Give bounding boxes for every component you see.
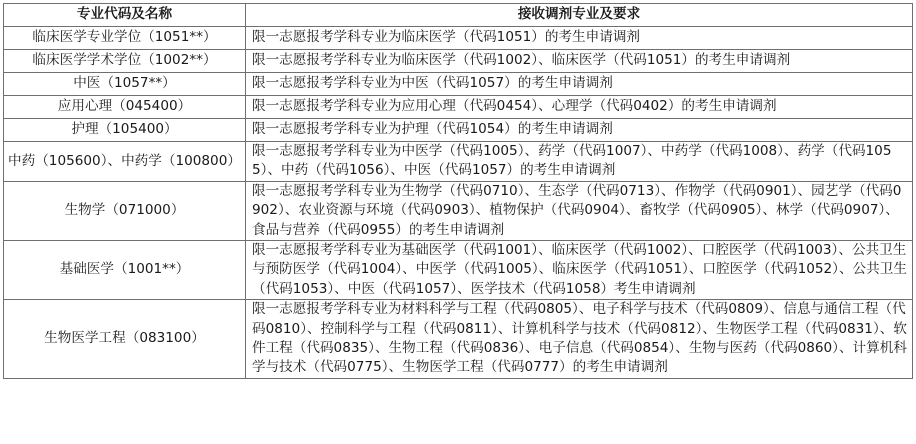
requirement-cell: 限一志愿报考学科专业为临床医学（代码1002）、临床医学（代码1051）的考生申请调剂 xyxy=(246,50,913,73)
requirement-cell: 限一志愿报考学科专业为生物学（代码0710）、生态学（代码0713）、作物学（代码0901）、园艺学（代码0902）、农业资源与环境（代码0903）、植物保护（代码0904）、畜牧学（代码0905）、林学（代码0907）、食品与营养（代码0955）的考生申请调剂 xyxy=(246,181,913,240)
requirement-cell: 限一志愿报考学科专业为中医（代码1057）的考生申请调剂 xyxy=(246,73,913,96)
header-row xyxy=(4,4,913,27)
major-name-cell: 生物医学工程（083100） xyxy=(4,300,246,379)
table-row xyxy=(4,142,913,182)
major-name-cell: 基础医学（1001**） xyxy=(4,241,246,300)
requirement-cell: 限一志愿报考学科专业为基础医学（代码1001）、临床医学（代码1002）、口腔医学（代码1003）、公共卫生与预防医学（代码1004）、中医学（代码1005）、临床医学（代码1051）、口腔医学（代码1052）、公共卫生（代码1053）、中医（代码1057）、医学技术（代码1058）考生申请调剂 xyxy=(246,241,913,300)
requirement-cell: 限一志愿报考学科专业为中医学（代码1005）、药学（代码1007）、中药学（代码1008）、药学（代码1055）、中药（代码1056）、中医（代码1057）的考生申请调剂 xyxy=(246,142,913,182)
major-name-cell: 中药（105600）、中药学（100800） xyxy=(4,142,246,182)
table-row xyxy=(4,73,913,96)
requirement-cell: 限一志愿报考学科专业为临床医学（代码1051）的考生申请调剂 xyxy=(246,27,913,50)
table-row xyxy=(4,27,913,50)
major-name-cell: 护理（105400） xyxy=(4,119,246,142)
table-row xyxy=(4,181,913,240)
major-name-cell: 生物学（071000） xyxy=(4,181,246,240)
header-major-code: 专业代码及名称 xyxy=(4,4,246,27)
major-name-cell: 临床医学专业学位（1051**） xyxy=(4,27,246,50)
table-row xyxy=(4,119,913,142)
major-name-cell: 应用心理（045400） xyxy=(4,96,246,119)
requirement-cell: 限一志愿报考学科专业为材料科学与工程（代码0805）、电子科学与技术（代码0809）、信息与通信工程（代码0810）、控制科学与工程（代码0811）、计算机科学与技术（代码0812）、生物医学工程（代码0831）、软件工程（代码0835）、生物工程（代码0836）、电子信息（代码0854）、生物与医药（代码0860）、计算机科学与技术（代码0775）、生物医学工程（代码0777）的考生申请调剂 xyxy=(246,300,913,379)
major-name-cell: 临床医学学术学位（1002**） xyxy=(4,50,246,73)
table-row xyxy=(4,50,913,73)
table-container xyxy=(3,3,913,379)
table-row xyxy=(4,241,913,300)
requirement-cell: 限一志愿报考学科专业为护理（代码1054）的考生申请调剂 xyxy=(246,119,913,142)
header-requirements: 接收调剂专业及要求 xyxy=(246,4,913,27)
major-name-cell: 中医（1057**） xyxy=(4,73,246,96)
requirement-cell: 限一志愿报考学科专业为应用心理（代码0454）、心理学（代码0402）的考生申请调剂 xyxy=(246,96,913,119)
adjustment-table xyxy=(3,3,913,379)
table-row xyxy=(4,300,913,379)
table-row xyxy=(4,96,913,119)
